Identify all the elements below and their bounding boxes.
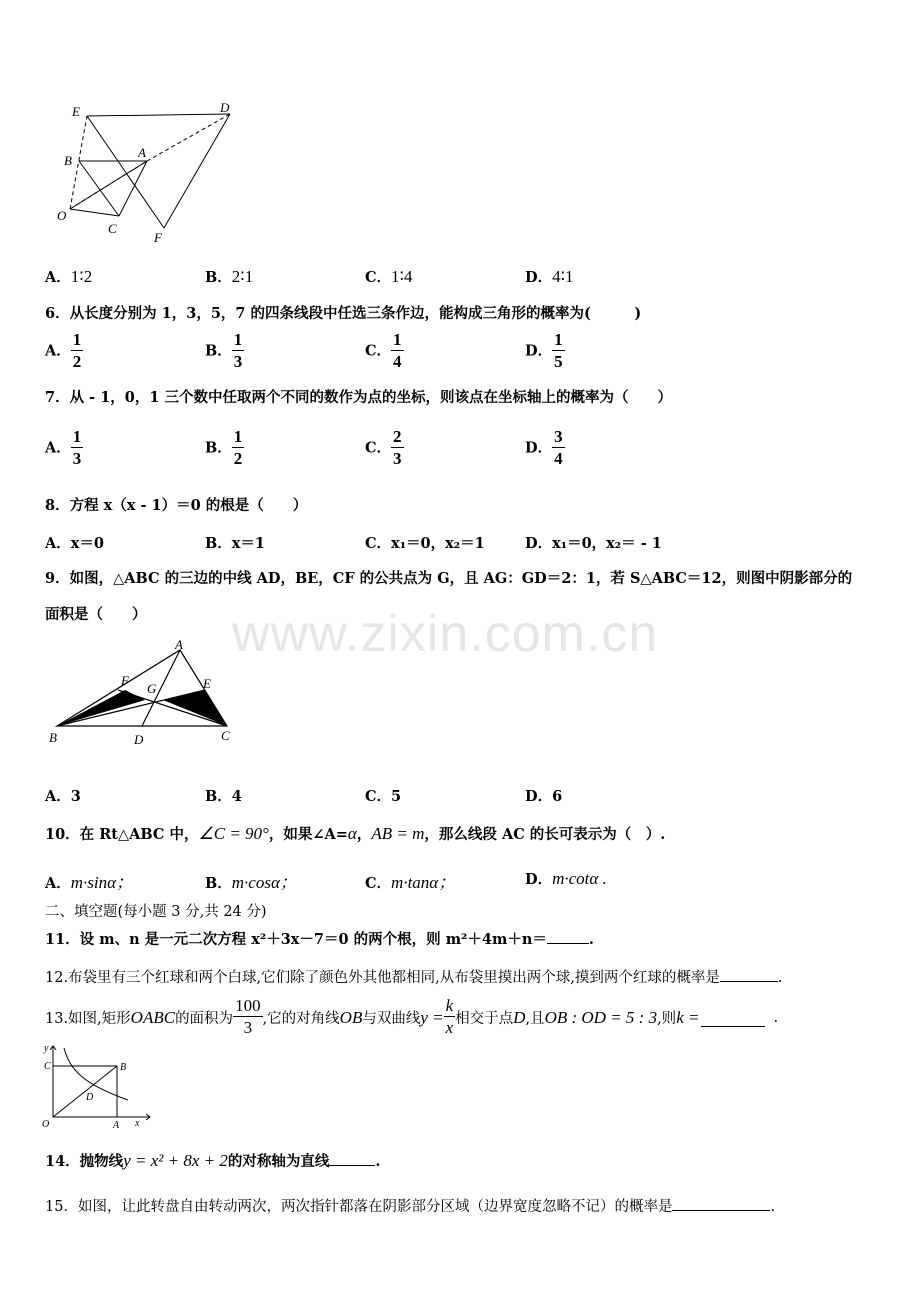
- fig13-label-c: C: [44, 1061, 51, 1072]
- q15-answer-blank[interactable]: [672, 1209, 770, 1211]
- fig13-label-o: O: [42, 1119, 50, 1130]
- q8-option-d: D．x₁＝0，x₂＝ - 1: [525, 535, 662, 552]
- q6-option-c: C． $\frac{1}{4}$: [365, 330, 402, 371]
- q14-answer-blank[interactable]: [329, 1164, 375, 1166]
- figure-q13: [38, 1040, 158, 1132]
- q9-option-a: A．3: [45, 788, 81, 805]
- q8-option-a: A．x＝0: [45, 535, 104, 552]
- fig5-label-b: B: [64, 153, 72, 168]
- q6-option-a: A． $\frac{1}{2}$: [45, 330, 82, 371]
- q7-option-d: D． $\frac{3}{4}$: [525, 427, 563, 468]
- fig5-label-o: O: [57, 208, 67, 223]
- figure-q9: [45, 638, 245, 750]
- q13-answer-blank[interactable]: [701, 1025, 765, 1027]
- q11-stem: 11．设 m、n 是一元二次方程 x²＋3x－7＝0 的两个根，则 m²＋4m＋n＝ .: [45, 931, 594, 948]
- q10-option-c: C．m·tanα；: [365, 873, 456, 892]
- q9-stem-line2: 面积是（ ）: [45, 606, 147, 623]
- figure-q5: [52, 96, 242, 248]
- q9-option-b: B．4: [205, 788, 242, 805]
- q7-option-a: A． $\frac{1}{3}$: [45, 427, 82, 468]
- q14-stem: 14．抛物线y = x² + 8x + 2的对称轴为直线 .: [45, 1151, 381, 1170]
- fig5-label-c: C: [108, 221, 117, 236]
- q5-option-d: D．4∶1: [525, 267, 574, 286]
- fig13-label-x: x: [135, 1118, 140, 1129]
- q9-option-c: C．5: [365, 788, 402, 805]
- q6-option-b: B． $\frac{1}{3}$: [205, 330, 243, 371]
- q5-option-a: A．1∶2: [45, 267, 93, 286]
- q8-option-b: B．x＝1: [205, 535, 265, 552]
- q11-answer-blank[interactable]: [547, 942, 589, 944]
- fig5-label-f: F: [154, 230, 162, 245]
- q10-stem: 10．在 Rt△ABC 中，∠C = 90°，如果∠A=α，AB = m，那么线段 AC 的长可表示为（ ）.: [45, 824, 666, 843]
- fig5-label-a: A: [138, 145, 146, 160]
- q6-option-d: D． $\frac{1}{5}$: [525, 330, 563, 371]
- q15-stem: 15．如图，让此转盘自由转动两次，两次指针都落在阴影部分区域（边界宽度忽略不记）的概率是 .: [45, 1199, 776, 1215]
- q9-stem-line1: 9．如图，△ABC 的三边的中线 AD，BE，CF 的公共点为 G，且 AG：GD＝2：1，若 S△ABC＝12，则图中阴影部分的: [45, 570, 853, 587]
- q5-option-b: B．2∶1: [205, 267, 254, 286]
- fig13-label-b: B: [120, 1062, 127, 1073]
- fig13-label-y: y: [44, 1043, 49, 1054]
- q8-stem: 8．方程 x（x - 1）＝0 的根是（ ）: [45, 497, 308, 514]
- fig9-label-g: G: [147, 681, 157, 696]
- watermark: www.zixin.com.cn: [232, 605, 659, 663]
- q7-option-b: B． $\frac{1}{2}$: [205, 427, 243, 468]
- q13-stem: 13.如图,矩形 OABC 的面积为 $\frac{100}{3}$ ,它的对角线 OB 与双曲线 y = $\frac{k}{x}$ 相交于点 D ,且 OB : OD = 5 : 3 ,则 k = .: [45, 996, 779, 1037]
- q9-option-d: D．6: [525, 788, 563, 805]
- fig5-label-e: E: [72, 104, 80, 119]
- fig5-label-d: D: [220, 100, 230, 115]
- q7-option-c: C． $\frac{2}{3}$: [365, 427, 402, 468]
- q8-option-c: C．x₁＝0，x₂＝1: [365, 535, 485, 552]
- fig9-label-c: C: [221, 728, 230, 743]
- fig9-label-a: A: [175, 638, 183, 652]
- q12-stem: 12.布袋里有三个红球和两个白球,它们除了颜色外其他都相同,从布袋里摸出两个球,摸到两个红球的概率是 .: [45, 970, 783, 986]
- fig13-label-a: A: [113, 1120, 120, 1131]
- q7-stem: 7．从 - 1，0，1 三个数中任取两个不同的数作为点的坐标，则该点在坐标轴上的概率为（ ）: [45, 389, 673, 406]
- fig13-label-d: D: [86, 1092, 94, 1103]
- q10-option-a: A．m·sinα；: [45, 873, 134, 892]
- q6-stem: 6．从长度分别为 1，3，5，7 的四条线段中任选三条作边，能构成三角形的概率为( ): [45, 305, 642, 322]
- q10-option-b: B．m·cosα；: [205, 873, 297, 892]
- fig9-label-e: E: [203, 676, 211, 691]
- fig9-label-b: B: [49, 730, 57, 745]
- fig9-label-d: D: [134, 732, 144, 747]
- q5-option-c: C．1∶4: [365, 267, 413, 286]
- q12-answer-blank[interactable]: [720, 980, 778, 982]
- section-fill-in-heading: 二、填空题(每小题 3 分,共 24 分): [45, 904, 267, 920]
- fig9-label-f: F: [121, 673, 129, 688]
- q10-option-d: D．m·cotα .: [525, 869, 607, 888]
